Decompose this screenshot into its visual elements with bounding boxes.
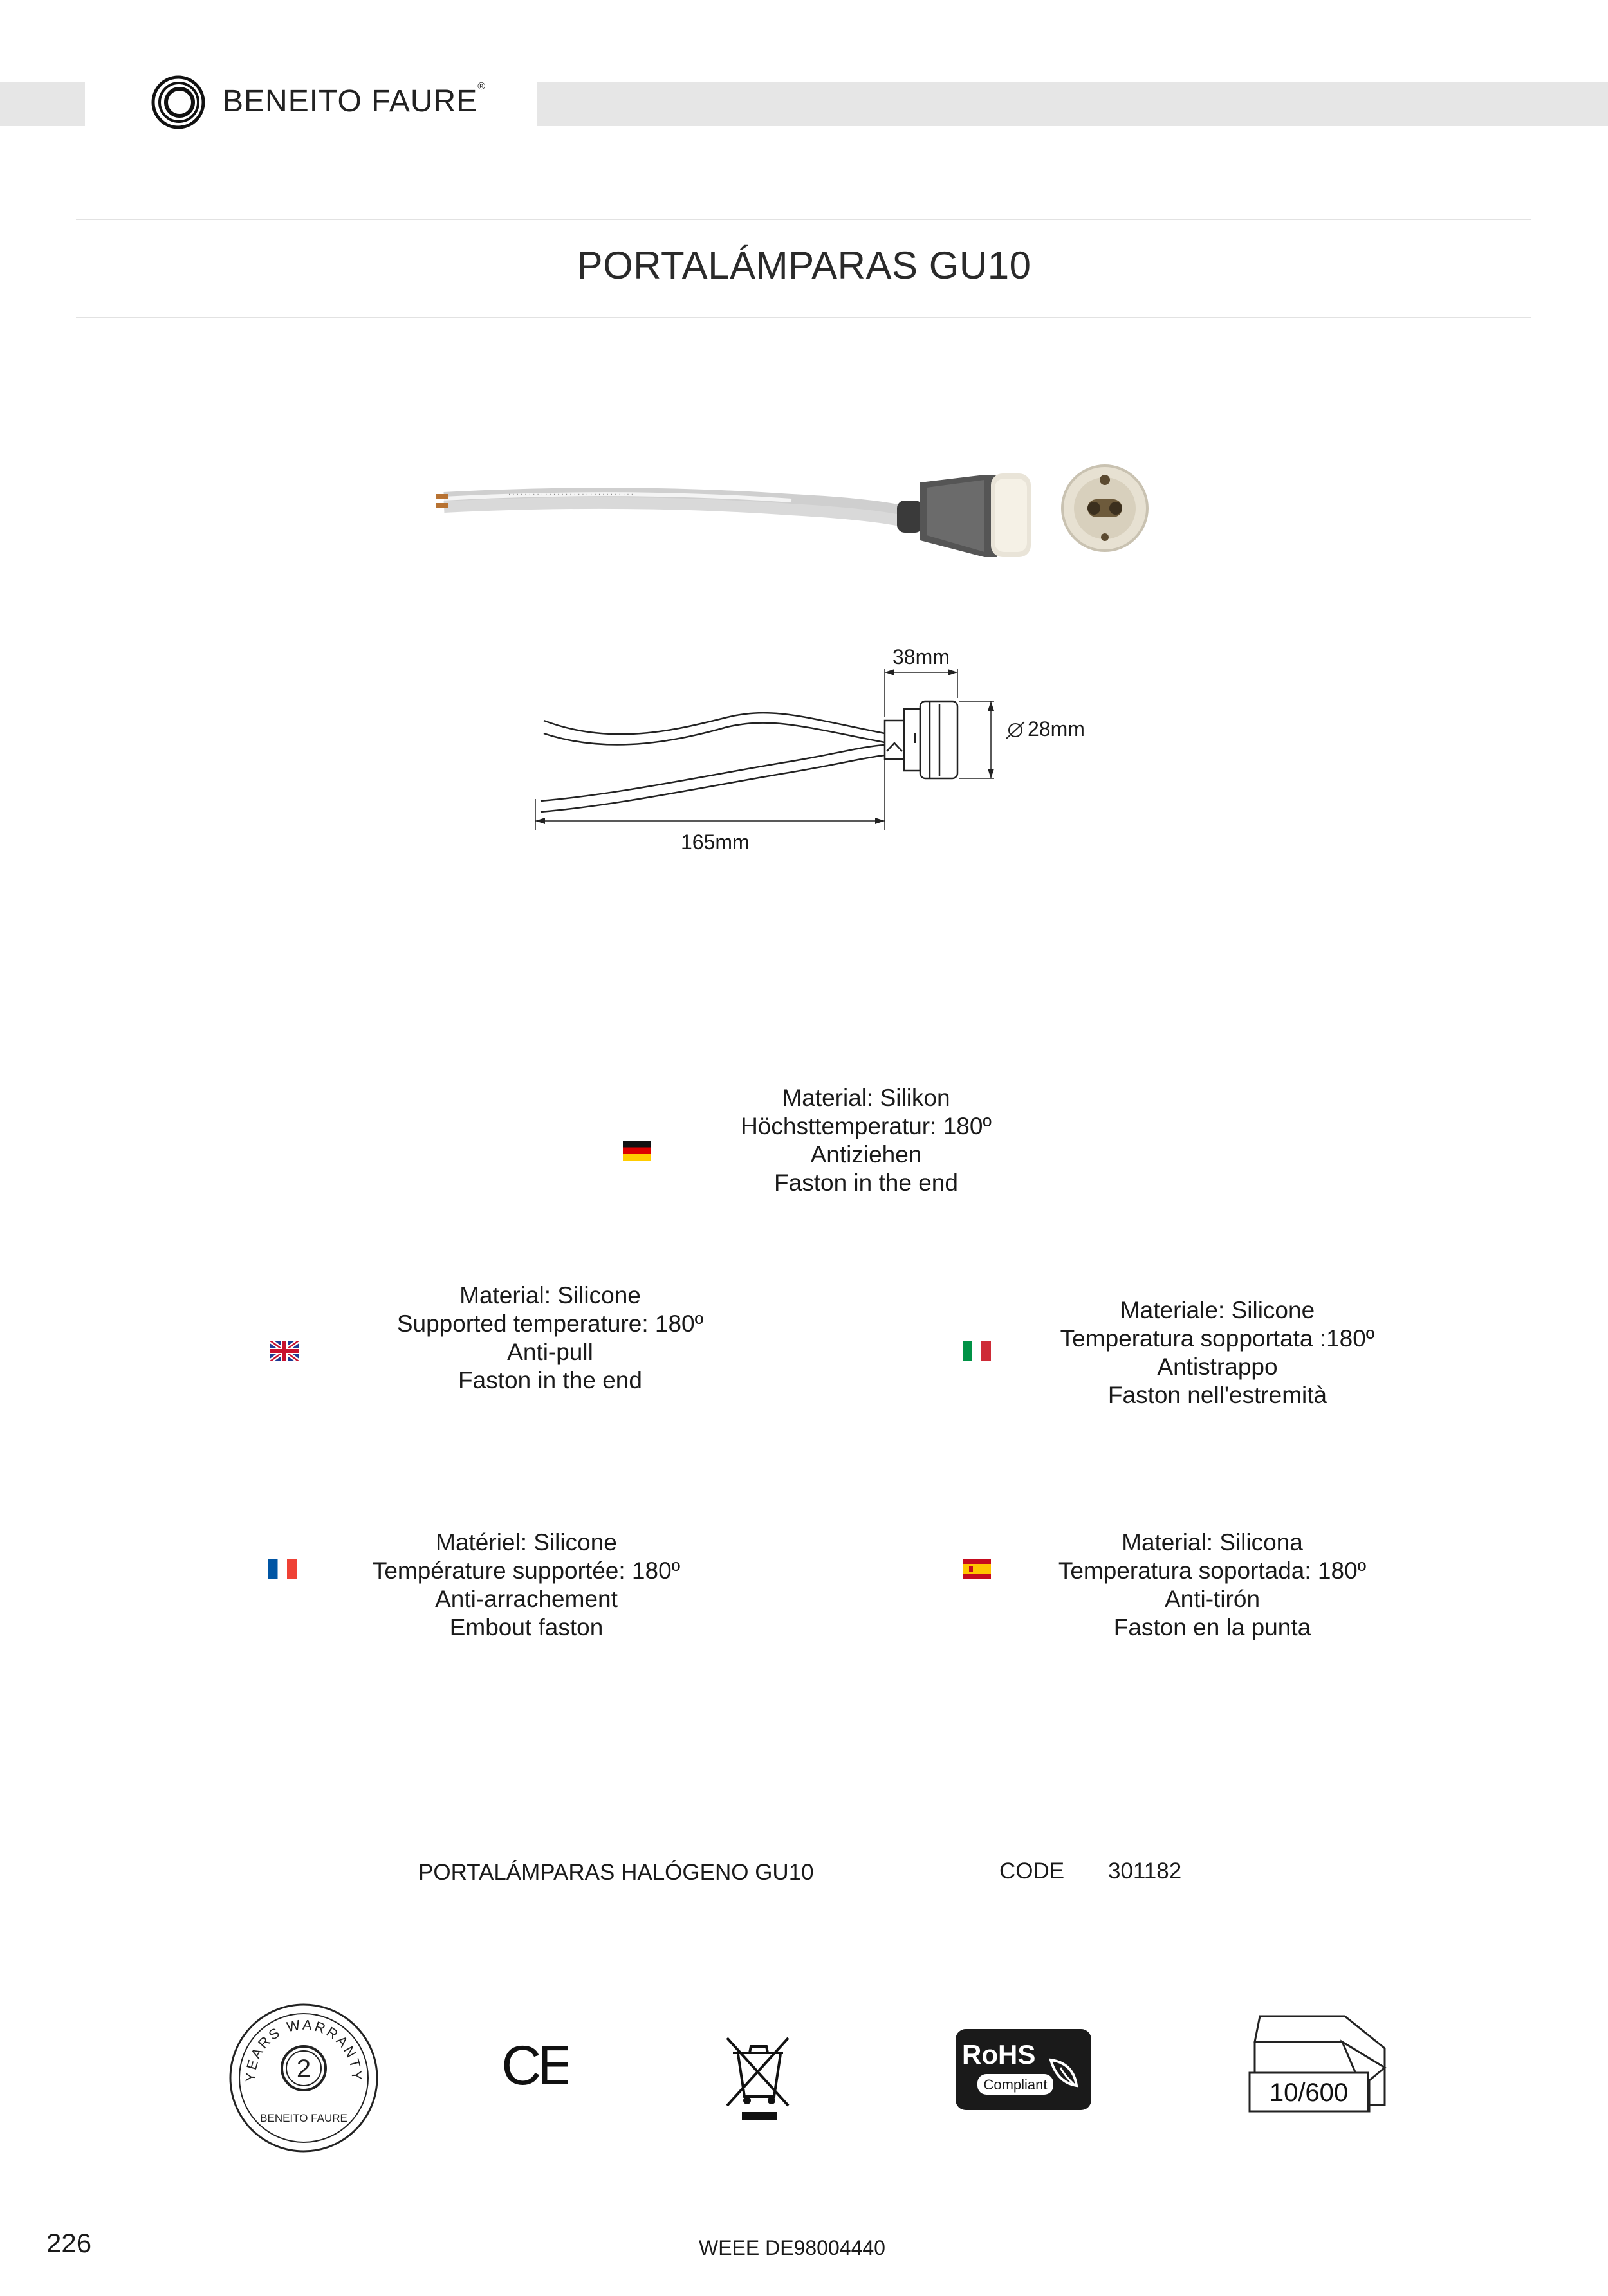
product-code: 301182 [1108,1859,1182,1884]
brand-logo [149,73,207,131]
dimension-cable-label: 165mm [681,831,750,854]
header-bar-left [0,82,85,126]
ce-mark-text: CE [504,2038,568,2096]
spec-block-es [1019,1529,1405,1642]
title-rule-bottom [76,317,1531,318]
rohs-compliant-text: Compliant [983,2077,1048,2093]
spec-block-it [1024,1296,1410,1410]
spec-block-en [357,1281,743,1395]
spec-line: Faston nell'estremità [1107,1382,1327,1408]
ce-mark [504,2038,568,2096]
spec-line: Material: Silikon [782,1085,950,1111]
spain-flag-icon [963,1559,991,1579]
packaging-text: 10/600 [1269,2079,1349,2107]
spec-line: Faston en la punta [1113,1614,1311,1640]
spec-line: Material: Silicone [459,1282,641,1309]
spec-line: Temperatura soportada: 180º [1058,1557,1367,1584]
warranty-brand: BENEITO FAURE [260,2112,347,2124]
title-rule-top [76,219,1531,220]
brand-name-text: BENEITO FAURE [223,84,478,118]
technical-drawing [515,637,1094,868]
code-label: CODE [999,1859,1065,1884]
spec-line: Supported temperature: 180º [396,1310,704,1337]
spec-block-fr [333,1529,719,1642]
warranty-years: 2 [296,2055,311,2083]
uk-flag-icon [270,1341,299,1361]
weee-bin-icon [724,2035,795,2125]
warranty-arc-text: YEARS WARRANTY [242,2016,365,2082]
spec-block-de [673,1084,1059,1197]
spec-line: Température supportée: 180º [372,1557,681,1584]
warranty-badge [226,2001,381,2155]
dimension-drawing-svg [515,637,1094,868]
spec-line: Anti-tirón [1164,1586,1261,1612]
spec-line: Anti-arrachement [435,1586,618,1612]
weee-registration: WEEE DE98004440 [699,2236,885,2259]
brand-name [223,81,486,119]
product-photo [431,444,1178,573]
product-name: PORTALÁMPARAS HALÓGENO GU10 [418,1860,814,1885]
france-flag-icon [268,1559,297,1579]
spec-line: Faston in the end [774,1170,958,1196]
rohs-text: RoHS [962,2039,1036,2070]
spec-line: Antistrappo [1157,1354,1278,1380]
spec-line: Materiale: Silicone [1120,1297,1315,1323]
registered-mark: ® [477,81,486,92]
spec-line: Material: Silicona [1122,1529,1303,1556]
spec-line: Embout faston [449,1614,604,1640]
dimension-length-label: 38mm [892,645,950,668]
rohs-badge [954,2028,1093,2111]
spec-line: Temperatura sopportata :180º [1060,1325,1375,1352]
italy-flag-icon [963,1341,991,1361]
page-number: 226 [46,2228,92,2258]
spec-line: Faston in the end [458,1367,642,1393]
packaging-box-icon [1247,2014,1389,2117]
spec-line: Antiziehen [810,1141,922,1168]
header-bar-right [537,82,1608,126]
page-title: PORTALÁMPARAS GU10 [577,244,1031,287]
spec-line: Anti-pull [507,1339,593,1365]
brand-logo-icon [149,73,207,131]
germany-flag-icon [623,1141,651,1161]
dimension-diameter-label: 28mm [1028,717,1085,740]
spec-line: Matériel: Silicone [436,1529,617,1556]
spec-line: Höchsttemperatur: 180º [741,1113,992,1139]
svg-text:· · · · · · · · · · · · · · ·: · · · · · · · · · · · · · · · · · · · · · · · · · · · · · · · [508,491,633,499]
